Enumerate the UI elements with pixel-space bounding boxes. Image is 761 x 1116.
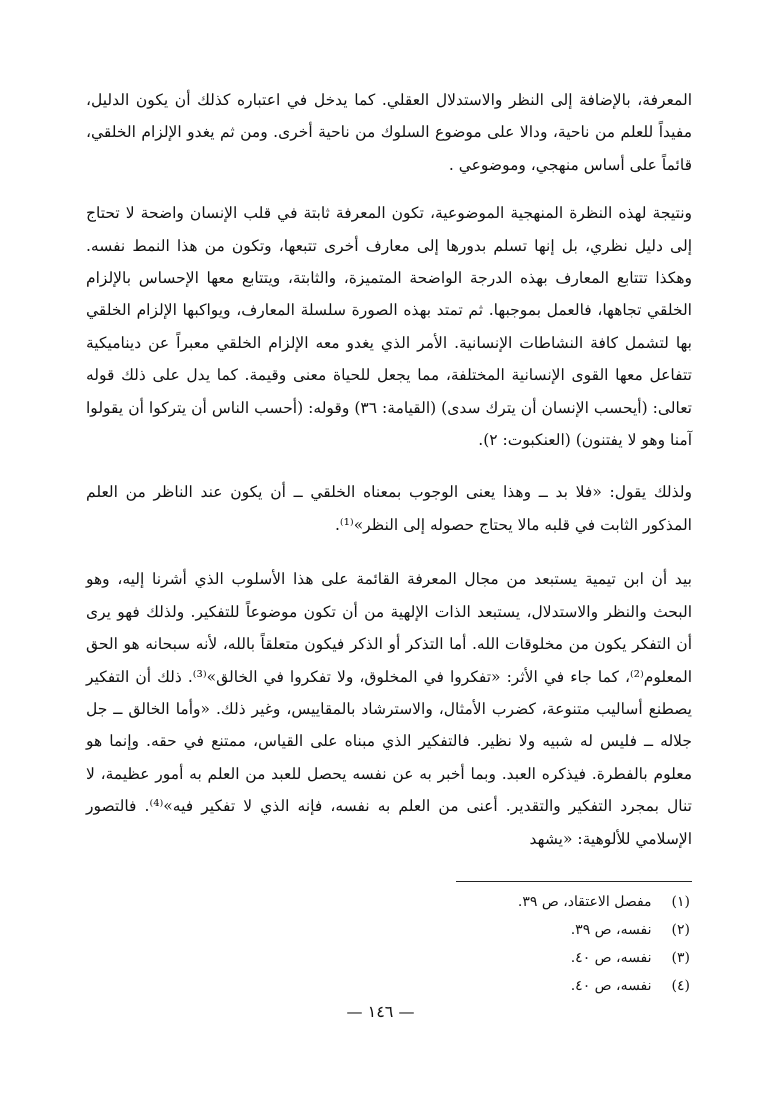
footnote-number: (٢) [671,922,690,938]
footnotes [518,888,690,1000]
footnote-text: نفسه، ص ٤٠. [570,978,652,994]
footnote-divider [456,881,692,882]
footnote-item [518,972,690,1000]
footnote-number: (٣) [671,950,690,966]
paragraph: بيد أن ابن تيمية يستبعد من مجال المعرفة القائمة على هذا الأسلوب الذي أشرنا إليه، وهو البحث والنظر والاستدلال، يستبعد الذات الإلهية من أن تكون موضوعاً للتفكير. ولذلك فهو يرى أن التفكر يكون من مخلوقات الله. أما التذكر أو الذكر فيكون متعلقاً بالله، لأنه سبحانه هو الحق المعلوم⁽²⁾، كما جاء في الأثر: «تفكروا في المخلوق، ولا تفكروا في الخالق»⁽³⁾. ذلك أن التفكير يصطنع أساليب متنوعة، كضرب الأمثال، والاسترشاد بالمقاييس، وغير ذلك. «وأما الخالق ــ جل جلاله ــ فليس له شبيه ولا نظير. فالتفكير الذي مبناه على القياس، ممتنع في حقه. وإنما هو معلوم بالفطرة. فيذكره العبد. وبما أخبر به عن نفسه يحصل للعبد من العلم به أمور عظيمة، لا تنال بمجرد التفكير والتقدير. أعنى من العلم به نفسه، فإنه الذي لا تفكير فيه»⁽⁴⁾. فالتصور الإسلامي للألوهية: «يشهد [86,570,693,848]
page-number: — ١٤٦ — [346,1002,415,1021]
paragraph: ونتيجة لهذه النظرة المنهجية الموضوعية، تكون المعرفة ثابتة في قلب الإنسان واضحة لا تحتاج إلى دليل نظري، بل إنها تسلم بدورها إلى معارف أخرى تتبعها، وتكون من هذا النمط نفسه. وهكذا تتتابع المعارف بهذه الدرجة الواضحة المتميزة، والثابتة، ويتتابع معها الإحساس بالإلزام الخلقي تجاهها، فالعمل بموجبها. ثم تمتد بهذه الصورة سلسلة المعارف، ويواكبها الإلزام الخلقي بها لتشمل كافة النشاطات الإنسانية. الأمر الذي يغدو معه الإلزام الخلقي معبراً عن ديناميكية تتفاعل معها القوى الإنسانية المختلفة، مما يجعل للحياة معنى وقيمة. كما يدل على ذلك قوله تعالى: (أيحسب الإنسان أن يترك سدى) (القيامة: ٣٦) وقوله: (أحسب الناس أن يتركوا أن يقولوا آمنا وهو لا يفتنون) (العنكبوت: ٢). [86,204,692,450]
body-text [86,84,692,855]
paragraph: المعرفة، بالإضافة إلى النظر والاستدلال العقلي. كما يدخل في اعتباره كذلك أن يكون الدليل، مفيداً للعلم من ناحية، ودالا على موضوع السلوك من ناحية أخرى. ومن ثم يغدو الإلزام الخلقي، قائماً على أساس منهجي، وموضوعي . [86,91,692,174]
footnote-item [518,888,690,916]
footnote-item [518,944,690,972]
footnote-text: مفصل الاعتقاد، ص ٣٩. [517,894,652,910]
footnote-item [518,916,690,944]
footnote-text: نفسه، ص ٣٩. [570,922,652,938]
paragraph: ولذلك يقول: «فلا بد ــ وهذا يعنى الوجوب بمعناه الخلقي ــ أن يكون عند الناظر من العلم المذكور الثابت في قلبه مالا يحتاج حصوله إلى النظر»⁽¹⁾. [86,483,692,534]
footnote-number: (٤) [671,978,690,994]
footnote-text: نفسه، ص ٤٠. [570,950,652,966]
footnote-number: (١) [671,894,690,910]
